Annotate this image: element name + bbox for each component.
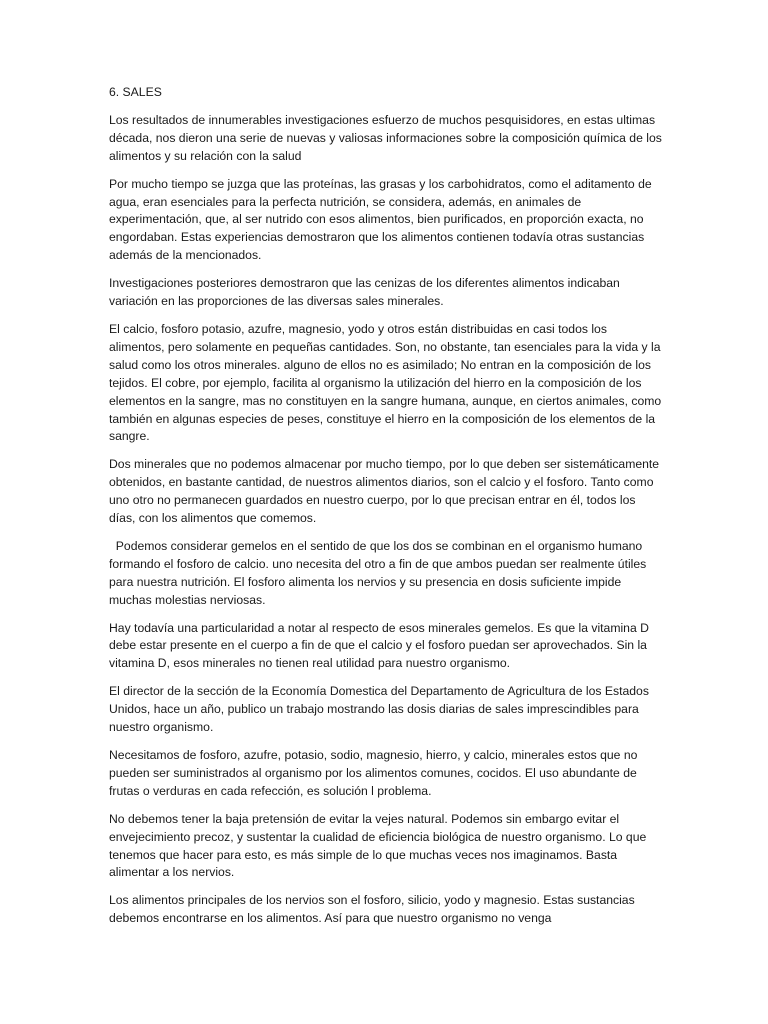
section-heading: 6. SALES [109,85,162,99]
paragraph-9: Necesitamos de fosforo, azufre, potasio, sodio, magnesio, hierro, y calcio, minerales estos que no pueden ser suministrados al organismo por los alimentos comunes, cocidos. El uso abundante de frutas o verduras en cada refección, es solución l problema. [109,748,638,798]
paragraph-7: Hay todavía una particularidad a notar al respecto de esos minerales gemelos. Es que la vitamina D debe estar presente en el cuerpo a fin de que el calcio y el fosforo puedan ser aprovechados. Sin la vitamina D, esos minerales no tienen real utilidad para nuestro organismo. [109,620,649,671]
paragraph-5: Dos minerales que no podemos almacenar por mucho tiempo, por lo que deben ser sistemáticamente obtenidos, en bastante cantidad, de nuestros alimentos diarios, son el calcio y el fosforo. Tanto como uno otro no permanecen guardados en nuestro cuerpo, por lo que precisan entrar en él, todos los días, con los alimentos que comemos. [109,457,660,526]
paragraph-10: No debemos tener la baja pretensión de evitar la vejes natural. Podemos sin embargo evitar el envejecimiento precoz, y sustentar la cualidad de eficiencia biológica de nuestro organismo. Lo que tenemos que hacer para esto, es más simple de lo que muchas veces nos imaginamos. Basta alimentar a los nervios. [109,811,647,880]
paragraph-3: Investigaciones posteriores demostraron que las cenizas de los diferentes alimentos indicaban variación en las proporciones de las diversas sales minerales. [109,276,620,309]
paragraph-11: Los alimentos principales de los nervios son el fosforo, silicio, yodo y magnesio. Estas sustancias debemos encontrarse en los alimentos. Así para que nuestro organismo no venga [109,893,635,926]
paragraph-1: Los resultados de innumerables investigaciones esfuerzo de muchos pesquisidores, en estas ultimas década, nos dieron una serie de nuevas y valiosas informaciones sobre la composición química de los alimentos y su relación con la salud [109,112,662,163]
paragraph-2: Por mucho tiempo se juzga que las proteínas, las grasas y los carbohidratos, como el aditamento de agua, eran esenciales para la perfecta nutrición, se considera, además, en animales de experimentación, que, al ser nutrido con esos alimentos, bien purificados, en proporción exacta, no engordaban. Estas experiencias demostraron que los alimentos contienen todavía otras sustancias además de la mencionados. [109,176,652,263]
document-page [109,84,664,938]
paragraph-6: Podemos considerar gemelos en el sentido de que los dos se combinan en el organismo humano formando el fosforo de calcio. uno necesita del otro a fin de que ambos puedan ser realmente útiles para nuestra nutrición. El fosforo alimenta los nervios y su presencia en dosis suficiente impide muchas molestias nerviosas. [109,538,650,607]
paragraph-8: El director de la sección de la Economía Domestica del Departamento de Agricultura de los Estados Unidos, hace un año, publico un trabajo mostrando las dosis diarias de sales imprescindibles para nuestro organismo. [109,684,649,735]
paragraph-4: El calcio, fosforo potasio, azufre, magnesio, yodo y otros están distribuidas en casi todos los alimentos, pero solamente en pequeñas cantidades. Son, no obstante, tan esenciales para la vida y la salud como los otros minerales. alguno de ellos no es asimilado; No entran en la composición de los tejidos. El cobre, por ejemplo, facilita al organismo la utilización del hierro en la composición de los elementos en la sangre, mas no constituyen en la sangre humana, aunque, en ciertos animales, como también en algunas especies de peses, constituye el hierro en la composición de los elementos de la sangre. [109,321,662,444]
